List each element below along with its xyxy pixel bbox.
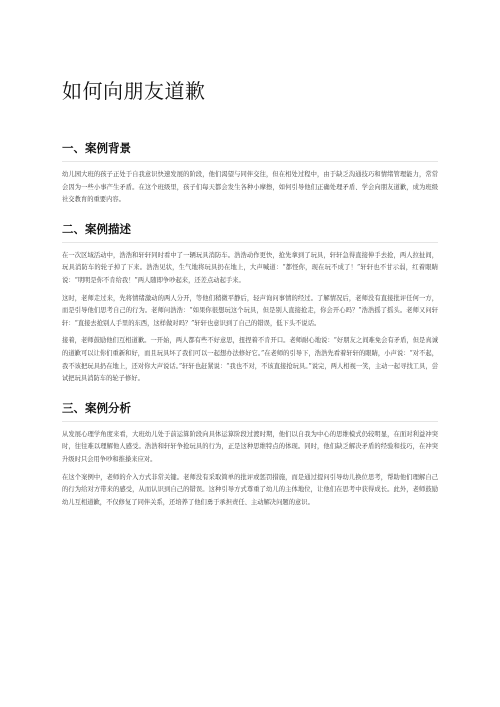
paragraph: 接着，老师鼓励他们互相道歉。一开始，两人都有些不好意思，扭捏着不肯开口。老师耐心地说：“好朋友之间难免会有矛盾，但是真诚的道歉可以让你们重新和好，而且玩具坏了我们可以一起想办法修好它。”在老师的引导下，浩浩先看着轩轩的眼睛，小声说：“对不起，我不该把玩具扔在地上，还对你大声说话。”轩轩也赶紧说：“我也不对，不该直接抢玩具。”说完，两人相视一笑，主动一起寻找工具，尝试把玩具消防车的轮子修好。 (62, 337, 438, 383)
section-description (62, 221, 438, 386)
section-heading: 一、案例背景 (62, 140, 438, 162)
section-heading: 三、案例分析 (62, 400, 438, 422)
paragraph: 在一次区域活动中，浩浩和轩轩同时看中了一辆玩具消防车。浩浩动作更快，抢先拿到了玩具，轩轩急得直接伸手去抢，两人拉扯间，玩具消防车的轮子掉了下来。浩浩见状，生气地将玩具扔在地上，大声喊道：“都怪你，现在玩不成了！”轩轩也不甘示弱，红着眼睛说：“明明是你不肯给我！”两人随即争吵起来，还差点动起手来。 (62, 251, 438, 284)
document-title: 如何向朋友道歉 (62, 79, 206, 103)
section-analysis (62, 400, 438, 510)
section-heading: 二、案例描述 (62, 221, 438, 243)
section-background (62, 140, 438, 207)
paragraph: 这时，老师走过来，先将情绪激动的两人分开，等他们稍微平静后，轻声询问事情的经过。了解情况后，老师没有直接批评任何一方，而是引导他们思考自己的行为。老师问浩浩：“如果你很想玩这个玩具，但是别人直接抢走，你会开心吗？”浩浩摇了摇头。老师又问轩轩：“直接去抢别人手里的东西，这样做对吗？”轩轩也意识到了自己的错误，低下头不说话。 (62, 294, 438, 327)
paragraph: 从发展心理学角度来看，大班幼儿处于前运算阶段向具体运算阶段过渡时期，他们以自我为中心的思维模式仍较明显，在面对利益冲突时，往往难以理解他人感受。浩浩和轩轩争抢玩具的行为，正是这种思维特点的体现。同时，他们缺乏解决矛盾的经验和技巧，在冲突升级时只会用争吵和推搡来应对。 (62, 430, 438, 463)
paragraph: 幼儿园大班的孩子正处于自我意识快速发展的阶段，他们渴望与同伴交往，但在相处过程中，由于缺乏沟通技巧和情绪管理能力，常常会因为一些小事产生矛盾。在这个班级里，孩子们每天都会发生各种小摩擦，如何引导他们正确处理矛盾、学会向朋友道歉，成为班级社交教育的重要内容。 (62, 171, 438, 204)
document-page (62, 78, 438, 523)
paragraph: 在这个案例中，老师的介入方式非常关键。老师没有采取简单的批评或惩罚措施，而是通过提问引导幼儿换位思考，帮助他们理解自己的行为给对方带来的感受，从而认识到自己的错误。这种引导方式尊重了幼儿的主体地位，让他们在思考中获得成长。此外，老师鼓励幼儿互相道歉，不仅修复了同伴关系，还培养了他们勇于承担责任、主动解决问题的意识。 (62, 473, 438, 506)
